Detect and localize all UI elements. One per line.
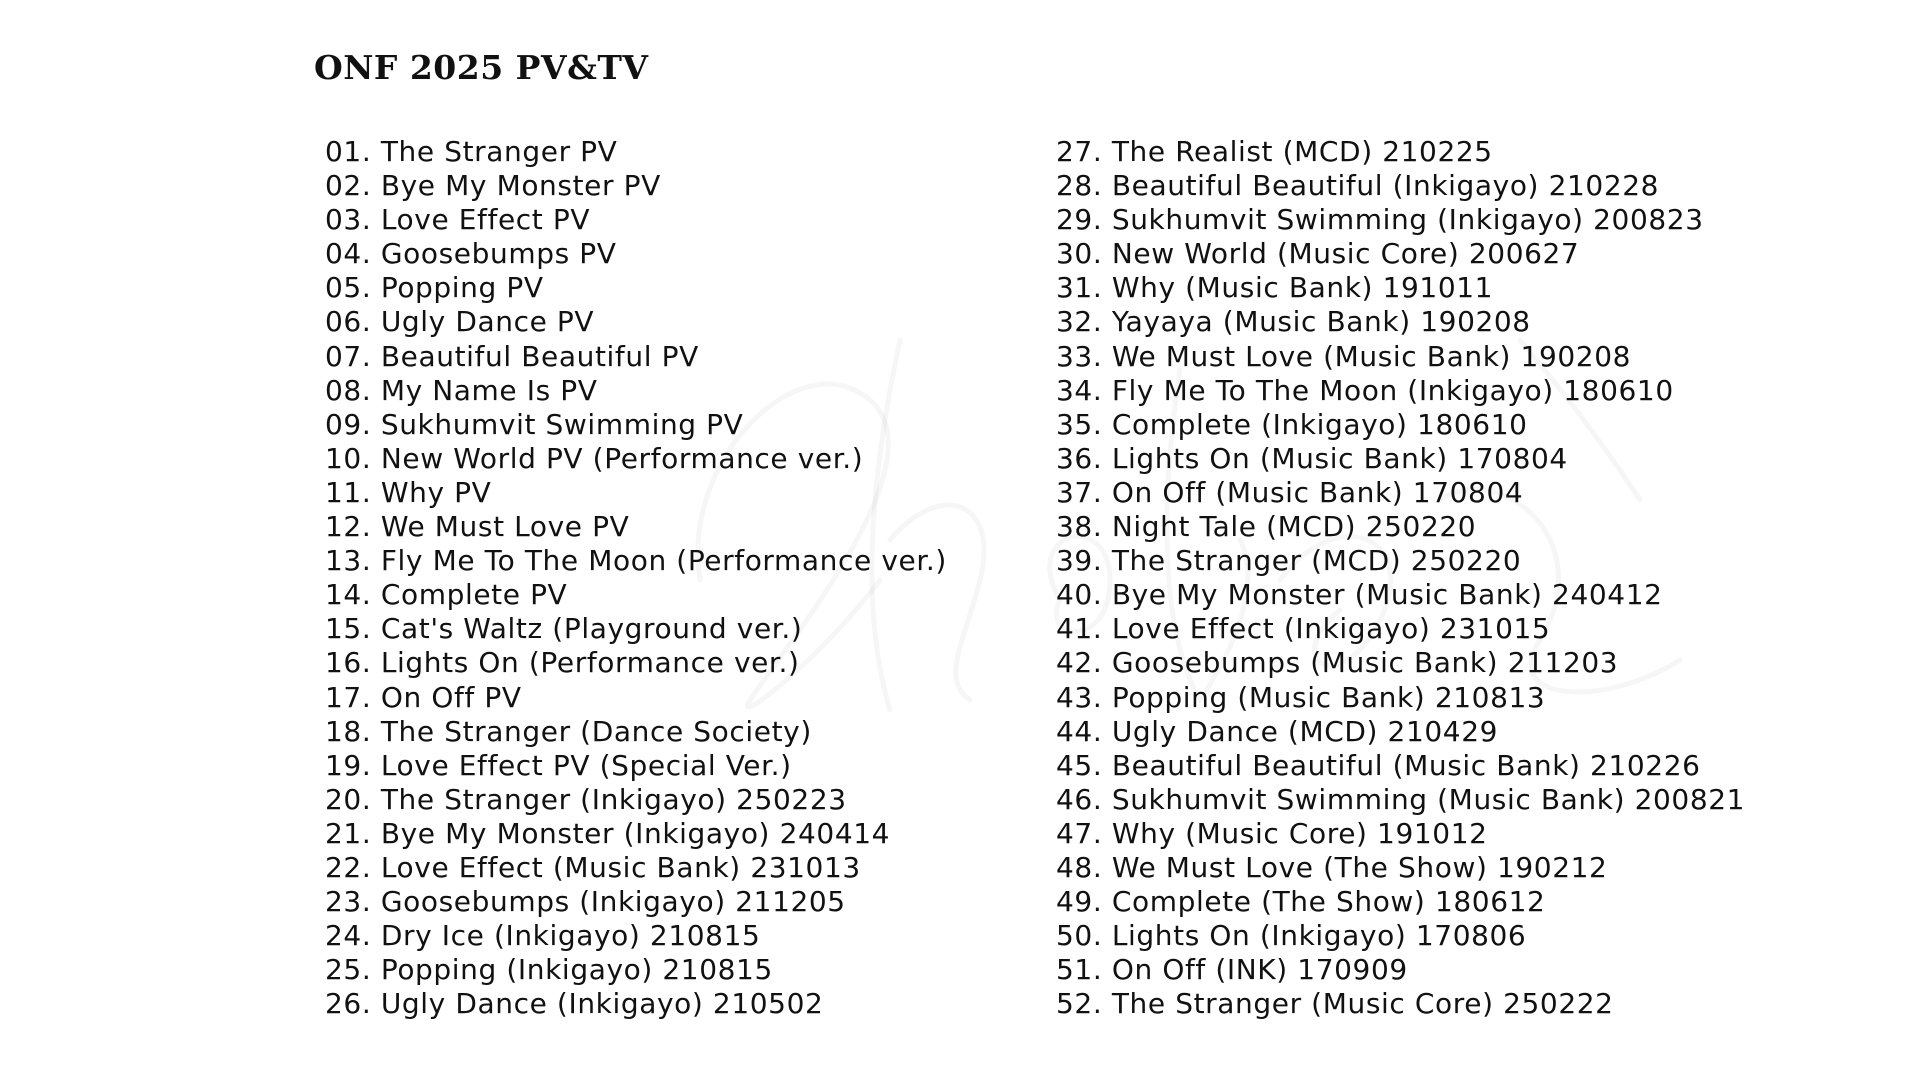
track-item: 04. Goosebumps PV	[325, 237, 617, 271]
track-item: 48. We Must Love (The Show) 190212	[1056, 850, 1608, 884]
track-item: 32. Yayaya (Music Bank) 190208	[1056, 305, 1531, 339]
track-item: 44. Ugly Dance (MCD) 210429	[1056, 714, 1499, 748]
track-item: 47. Why (Music Core) 191012	[1056, 816, 1488, 850]
track-item: 02. Bye My Monster PV	[325, 169, 661, 203]
track-item: 01. The Stranger PV	[325, 135, 618, 168]
track-list-right	[1056, 135, 1745, 1021]
track-item: 23. Goosebumps (Inkigayo) 211205	[325, 885, 846, 919]
track-list-left	[325, 135, 947, 1021]
track-item: 38. Night Tale (MCD) 250220	[1056, 510, 1477, 544]
track-item: 39. The Stranger (MCD) 250220	[1056, 544, 1522, 578]
track-item: 13. Fly Me To The Moon (Performance ver.)	[325, 544, 947, 578]
track-item: 33. We Must Love (Music Bank) 190208	[1056, 339, 1632, 373]
track-item: 05. Popping PV	[325, 271, 544, 305]
track-item: 07. Beautiful Beautiful PV	[325, 339, 699, 373]
track-item: 08. My Name Is PV	[325, 373, 598, 407]
track-item: 24. Dry Ice (Inkigayo) 210815	[325, 919, 761, 953]
track-item: 12. We Must Love PV	[325, 510, 630, 544]
track-item: 25. Popping (Inkigayo) 210815	[325, 953, 773, 987]
track-item: 03. Love Effect PV	[325, 203, 591, 237]
track-item: 17. On Off PV	[325, 680, 522, 714]
track-item: 29. Sukhumvit Swimming (Inkigayo) 200823	[1056, 203, 1704, 237]
track-item: 09. Sukhumvit Swimming PV	[325, 407, 744, 441]
track-item: 37. On Off (Music Bank) 170804	[1056, 475, 1524, 509]
track-item: 20. The Stranger (Inkigayo) 250223	[325, 782, 847, 816]
track-item: 31. Why (Music Bank) 191011	[1056, 271, 1494, 305]
track-item: 19. Love Effect PV (Special Ver.)	[325, 748, 792, 782]
track-item: 30. New World (Music Core) 200627	[1056, 237, 1580, 271]
page-title: ONF 2025 PV&TV	[314, 48, 649, 87]
track-item: 52. The Stranger (Music Core) 250222	[1056, 987, 1614, 1021]
track-item: 16. Lights On (Performance ver.)	[325, 646, 800, 680]
track-item: 51. On Off (INK) 170909	[1056, 953, 1408, 987]
track-item: 18. The Stranger (Dance Society)	[325, 714, 812, 748]
track-item: 27. The Realist (MCD) 210225	[1056, 135, 1493, 168]
track-item: 22. Love Effect (Music Bank) 231013	[325, 850, 861, 884]
track-item: 49. Complete (The Show) 180612	[1056, 885, 1546, 919]
track-item: 28. Beautiful Beautiful (Inkigayo) 210228	[1056, 169, 1660, 203]
track-item: 11. Why PV	[325, 475, 492, 509]
track-item: 35. Complete (Inkigayo) 180610	[1056, 407, 1528, 441]
track-item: 36. Lights On (Music Bank) 170804	[1056, 441, 1568, 475]
track-item: 21. Bye My Monster (Inkigayo) 240414	[325, 816, 891, 850]
track-item: 14. Complete PV	[325, 578, 568, 612]
track-item: 42. Goosebumps (Music Bank) 211203	[1056, 646, 1619, 680]
track-item: 46. Sukhumvit Swimming (Music Bank) 200821	[1056, 782, 1746, 816]
track-item: 43. Popping (Music Bank) 210813	[1056, 680, 1546, 714]
track-item: 06. Ugly Dance PV	[325, 305, 595, 339]
track-item: 45. Beautiful Beautiful (Music Bank) 210226	[1056, 748, 1701, 782]
track-item: 26. Ugly Dance (Inkigayo) 210502	[325, 987, 824, 1021]
track-item: 34. Fly Me To The Moon (Inkigayo) 180610	[1056, 373, 1674, 407]
track-item: 40. Bye My Monster (Music Bank) 240412	[1056, 578, 1663, 612]
track-item: 15. Cat's Waltz (Playground ver.)	[325, 612, 803, 646]
track-item: 10. New World PV (Performance ver.)	[325, 441, 864, 475]
track-item: 50. Lights On (Inkigayo) 170806	[1056, 919, 1527, 953]
track-item: 41. Love Effect (Inkigayo) 231015	[1056, 612, 1551, 646]
